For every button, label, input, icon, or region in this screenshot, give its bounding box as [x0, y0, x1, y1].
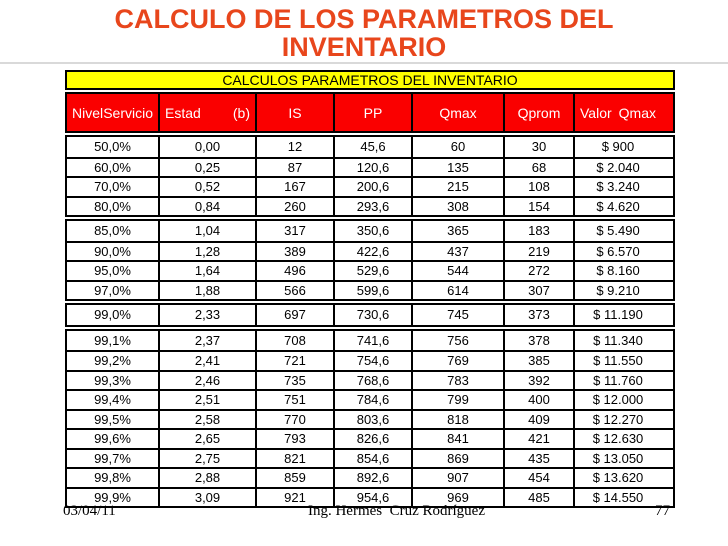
table-row-group: [65, 329, 675, 509]
inventory-parameters-table: [65, 70, 675, 508]
table-cell: 2,37: [158, 331, 255, 351]
table-cell: 892,6: [333, 469, 411, 487]
table-cell: 1,64: [158, 262, 255, 280]
table-cell: 921: [255, 489, 333, 507]
column-header-label: Valor: [580, 104, 612, 121]
table-cell: 80,0%: [94, 198, 131, 214]
table-cell: 30: [503, 137, 573, 157]
table-cell: 60,0%: [94, 159, 131, 175]
table-cell: 389: [255, 243, 333, 261]
table-cell: 45,6: [333, 137, 411, 157]
table-cell: $ 11.190: [573, 305, 661, 325]
table-cell: 409: [503, 411, 573, 429]
table-cell: 751: [255, 391, 333, 409]
table-row: [67, 260, 673, 280]
table-cell: 783: [411, 372, 503, 390]
slide-footer: [63, 503, 670, 520]
table-cell: 0,84: [158, 198, 255, 216]
table-cell: $ 8.160: [573, 262, 661, 280]
table-cell: $ 12.000: [573, 391, 661, 409]
table-cell: 437: [411, 243, 503, 261]
table-cell: $ 12.270: [573, 411, 661, 429]
table-cell: 293,6: [333, 198, 411, 216]
table-row-group: [65, 219, 675, 301]
table-cell: 754,6: [333, 352, 411, 370]
table-row: [67, 221, 673, 241]
table-row: [67, 467, 673, 487]
table-cell: $ 5.490: [573, 221, 661, 241]
table-cell: 818: [411, 411, 503, 429]
table-cell: 566: [255, 282, 333, 300]
table-cell: 907: [411, 469, 503, 487]
table-cell: 373: [503, 305, 573, 325]
table-cell: $ 3.240: [573, 178, 661, 196]
table-cell: 70,0%: [94, 179, 131, 195]
column-header-label: Estad: [165, 104, 201, 121]
table-cell: 496: [255, 262, 333, 280]
table-cell: 1,04: [158, 221, 255, 241]
footer-author: Ing. Hermes Cruz Rodríguez: [307, 503, 486, 519]
table-cell: 954,6: [333, 489, 411, 507]
table-cell: 1,88: [158, 282, 255, 300]
table-cell: $ 13.050: [573, 450, 661, 468]
table-cell: $ 14.550: [573, 489, 661, 507]
table-cell: 770: [255, 411, 333, 429]
column-header-label: (b): [232, 104, 250, 121]
table-cell: 87: [255, 159, 333, 177]
table-cell: 90,0%: [94, 243, 131, 259]
table-cell: 859: [255, 469, 333, 487]
table-cell: 317: [255, 221, 333, 241]
column-header: [411, 94, 503, 131]
table-cell: 200,6: [333, 178, 411, 196]
table-cell: $ 12.630: [573, 430, 661, 448]
table-cell: 2,75: [158, 450, 255, 468]
table-cell: 2,33: [158, 305, 255, 325]
table-cell: 154: [503, 198, 573, 216]
table-cell: 99,9%: [94, 489, 131, 505]
table-cell: 135: [411, 159, 503, 177]
column-header-label: Nivel: [72, 104, 104, 121]
table-cell: 60: [411, 137, 503, 157]
slide-title: [0, 5, 728, 61]
column-header: [67, 94, 158, 131]
table-cell: $ 900: [573, 137, 661, 157]
table-cell: $ 11.550: [573, 352, 661, 370]
table-cell: 2,46: [158, 372, 255, 390]
table-cell: 3,09: [158, 489, 255, 507]
table-cell: 307: [503, 282, 573, 300]
table-cell: 697: [255, 305, 333, 325]
table-cell: 422,6: [333, 243, 411, 261]
table-body: [65, 135, 675, 508]
table-cell: $ 2.040: [573, 159, 661, 177]
table-cell: 735: [255, 372, 333, 390]
table-cell: 215: [411, 178, 503, 196]
table-cell: 784,6: [333, 391, 411, 409]
table-cell: 454: [503, 469, 573, 487]
table-row: [67, 196, 673, 216]
table-cell: 599,6: [333, 282, 411, 300]
table-cell: 99,4%: [94, 392, 131, 408]
table-cell: 841: [411, 430, 503, 448]
table-cell: 793: [255, 430, 333, 448]
table-cell: 0,25: [158, 159, 255, 177]
table-cell: 969: [411, 489, 503, 507]
table-row-group: [65, 303, 675, 327]
table-row: [67, 241, 673, 261]
table-cell: 854,6: [333, 450, 411, 468]
table-cell: 99,7%: [94, 450, 131, 466]
table-row: [67, 331, 673, 351]
table-cell: 99,6%: [94, 431, 131, 447]
table-cell: 485: [503, 489, 573, 507]
table-cell: 85,0%: [94, 223, 131, 239]
table-cell: 768,6: [333, 372, 411, 390]
table-cell: 99,1%: [94, 332, 131, 348]
table-cell: 0,00: [158, 137, 255, 157]
table-row: [67, 428, 673, 448]
table-cell: 730,6: [333, 305, 411, 325]
table-cell: 708: [255, 331, 333, 351]
column-header-label: PP: [363, 104, 383, 121]
table-cell: 99,2%: [94, 353, 131, 369]
table-cell: 108: [503, 178, 573, 196]
table-cell: $ 11.760: [573, 372, 661, 390]
table-cell: 2,65: [158, 430, 255, 448]
table-cell: 308: [411, 198, 503, 216]
table-row: [67, 280, 673, 300]
table-cell: 385: [503, 352, 573, 370]
slide-title-line2: INVENTARIO: [281, 32, 447, 62]
table-cell: 99,8%: [94, 470, 131, 486]
column-header-label: Qprom: [517, 104, 561, 121]
table-cell: 167: [255, 178, 333, 196]
table-row: [67, 409, 673, 429]
table-cell: 2,88: [158, 469, 255, 487]
table-cell: 99,5%: [94, 411, 131, 427]
table-cell: 183: [503, 221, 573, 241]
table-row: [67, 137, 673, 157]
table-cell: 272: [503, 262, 573, 280]
table-cell: 869: [411, 450, 503, 468]
table-cell: 365: [411, 221, 503, 241]
table-cell: 544: [411, 262, 503, 280]
table-cell: 392: [503, 372, 573, 390]
table-cell: 378: [503, 331, 573, 351]
table-cell: 95,0%: [94, 263, 131, 279]
table-cell: 12: [255, 137, 333, 157]
table-cell: 50,0%: [94, 139, 131, 155]
table-cell: $ 4.620: [573, 198, 661, 216]
footer-page-number: 77: [655, 503, 670, 519]
footer-date: 03/04/11: [63, 503, 116, 519]
table-row: [67, 389, 673, 409]
table-cell: 435: [503, 450, 573, 468]
column-header-label: Servicio: [103, 104, 153, 121]
table-cell: 745: [411, 305, 503, 325]
table-cell: 803,6: [333, 411, 411, 429]
table-cell: $ 13.620: [573, 469, 661, 487]
title-divider: [0, 62, 728, 64]
table-cell: 421: [503, 430, 573, 448]
table-cell: 741,6: [333, 331, 411, 351]
table-cell: 614: [411, 282, 503, 300]
table-cell: 99,0%: [94, 307, 131, 323]
column-header: [573, 94, 661, 131]
table-row: [67, 157, 673, 177]
table-cell: 400: [503, 391, 573, 409]
table-cell: $ 6.570: [573, 243, 661, 261]
table-row: [67, 370, 673, 390]
table-row-group: [65, 135, 675, 217]
column-header-label: IS: [288, 104, 302, 121]
table-cell: 769: [411, 352, 503, 370]
table-cell: $ 11.340: [573, 331, 661, 351]
column-header: [158, 94, 255, 131]
column-header: [503, 94, 573, 131]
table-cell: 0,52: [158, 178, 255, 196]
table-header-row: [65, 92, 675, 133]
table-row: [67, 176, 673, 196]
table-cell: 2,41: [158, 352, 255, 370]
table-cell: $ 9.210: [573, 282, 661, 300]
table-cell: 97,0%: [94, 282, 131, 298]
table-cell: 1,28: [158, 243, 255, 261]
table-cell: 120,6: [333, 159, 411, 177]
table-cell: 756: [411, 331, 503, 351]
table-cell: 721: [255, 352, 333, 370]
table-cell: 260: [255, 198, 333, 216]
column-header: [255, 94, 333, 131]
table-cell: 68: [503, 159, 573, 177]
table-row: [67, 448, 673, 468]
table-cell: 529,6: [333, 262, 411, 280]
table-cell: 350,6: [333, 221, 411, 241]
column-header: [333, 94, 411, 131]
table-cell: 799: [411, 391, 503, 409]
column-header-label: Qmax: [618, 104, 656, 121]
table-cell: 99,3%: [94, 372, 131, 388]
table-cell: 821: [255, 450, 333, 468]
table-cell: 2,58: [158, 411, 255, 429]
table-cell: 219: [503, 243, 573, 261]
table-cell: 2,51: [158, 391, 255, 409]
slide-title-line1: CALCULO DE LOS PARAMETROS DEL: [114, 4, 614, 34]
column-header-label: Qmax: [439, 104, 477, 121]
table-caption: CALCULOS PARAMETROS DEL INVENTARIO: [65, 70, 675, 90]
table-cell: 826,6: [333, 430, 411, 448]
table-row: [67, 350, 673, 370]
table-row: [67, 305, 673, 325]
